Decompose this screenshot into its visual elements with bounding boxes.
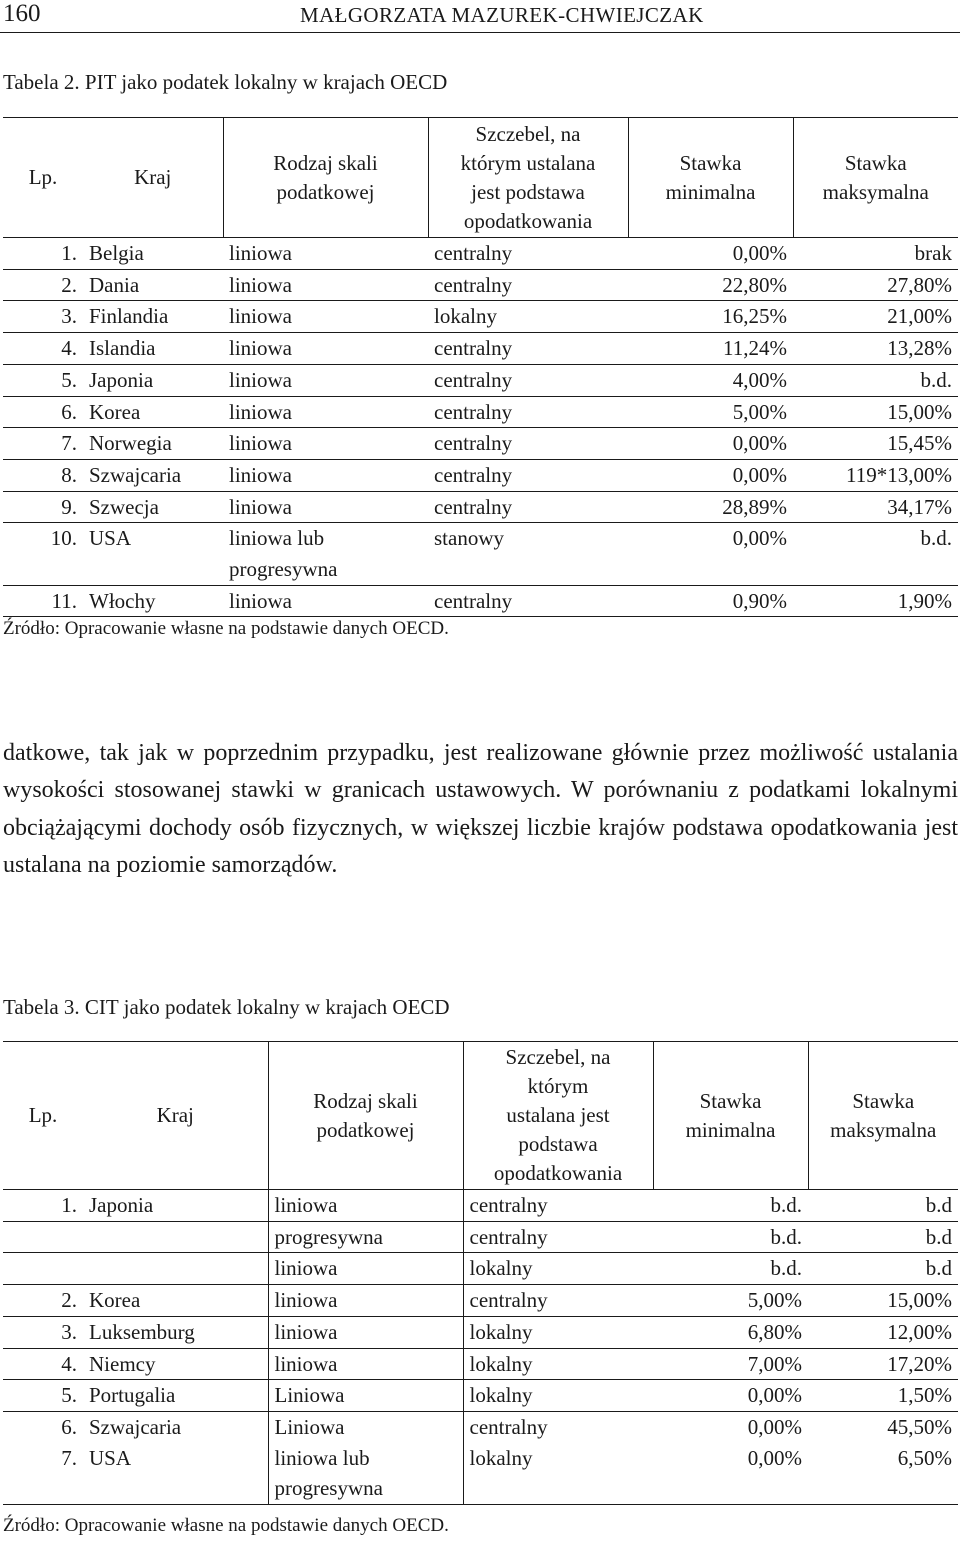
szczebel-cell: centralny: [428, 428, 628, 460]
header-stawka-maksymalna: Stawka maksymalna: [793, 118, 958, 238]
stawka-min-cell: b.d.: [653, 1221, 808, 1253]
szczebel-cell: centralny: [428, 585, 628, 617]
header-kraj: Kraj: [83, 1042, 268, 1190]
kraj-cell: Belgia: [83, 238, 223, 270]
szczebel-cell: centralny: [428, 364, 628, 396]
lp-cell: 4.: [3, 333, 83, 365]
rodzaj-cell: liniowa: [223, 238, 428, 270]
rodzaj-cell: liniowa: [223, 396, 428, 428]
running-head-author: MAŁGORZATA MAZUREK-CHWIEJCZAK: [300, 3, 704, 27]
stawka-max-cell: b.d.: [793, 364, 958, 396]
stawka-max-cell: brak: [793, 238, 958, 270]
kraj-cell: Korea: [83, 1285, 268, 1317]
table-row: [3, 1190, 958, 1222]
table-row: [3, 238, 958, 270]
rodzaj-cell: liniowa: [223, 269, 428, 301]
stawka-max-cell: b.d: [808, 1253, 958, 1285]
lp-cell: 4.: [3, 1348, 83, 1380]
table-row: [3, 491, 958, 523]
stawka-min-cell: 5,00%: [653, 1285, 808, 1317]
szczebel-cell: lokalny: [463, 1443, 653, 1505]
kraj-cell: Portugalia: [83, 1380, 268, 1412]
table-row: [3, 459, 958, 491]
lp-cell: [3, 1221, 83, 1253]
rodzaj-cell: liniowa: [223, 491, 428, 523]
szczebel-cell: lokalny: [463, 1380, 653, 1412]
lp-cell: 10.: [3, 523, 83, 585]
kraj-cell: Islandia: [83, 333, 223, 365]
rodzaj-cell: liniowa lub progresywna: [268, 1443, 463, 1505]
rodzaj-cell: liniowa: [223, 585, 428, 617]
stawka-min-cell: 0,00%: [653, 1443, 808, 1505]
kraj-cell: Dania: [83, 269, 223, 301]
header-szczebel: Szczebel, na którym ustalana jest podstawa opodatkowania: [428, 118, 628, 238]
lp-cell: 7.: [3, 428, 83, 460]
table-row: [3, 1253, 958, 1285]
table-row: [3, 585, 958, 617]
table3-source: Źródło: Opracowanie własne na podstawie danych OECD.: [3, 1515, 449, 1536]
page-header: [0, 0, 960, 33]
stawka-max-cell: b.d: [808, 1190, 958, 1222]
table3-caption: Tabela 3. CIT jako podatek lokalny w krajach OECD: [3, 995, 450, 1019]
body-paragraph: datkowe, tak jak w poprzednim przypadku, jest realizowane głównie przez możliwość ustalania wysokości stosowanej stawki w granicach ustawowych. W porównaniu z podatkami lokalnymi obciążającymi dochody osób fizycznych, w większej liczbie krajów podstawa opodatkowania jest ustalana na poziomie samorządów.: [3, 740, 958, 878]
kraj-cell: Finlandia: [83, 301, 223, 333]
header-stawka-minimalna: Stawka minimalna: [653, 1042, 808, 1190]
table-row: [3, 1443, 958, 1505]
kraj-cell: Korea: [83, 396, 223, 428]
stawka-max-cell: 1,90%: [793, 585, 958, 617]
stawka-min-cell: 28,89%: [628, 491, 793, 523]
stawka-min-cell: 0,00%: [747, 1414, 802, 1439]
rodzaj-cell: liniowa: [223, 459, 428, 491]
rodzaj-cell: liniowa: [268, 1316, 463, 1348]
kraj-cell: [83, 1221, 268, 1253]
lp-cell: 3.: [3, 301, 83, 333]
stawka-min-cell: 7,00%: [653, 1348, 808, 1380]
stawka-min-cell: b.d.: [653, 1253, 808, 1285]
stawka-min-cell: 16,25%: [628, 301, 793, 333]
kraj-cell: Japonia: [83, 1190, 268, 1222]
rodzaj-cell: liniowa: [268, 1348, 463, 1380]
rodzaj-cell: Liniowa: [268, 1380, 463, 1412]
header-szczebel: Szczebel, na którym ustalana jest podstawa opodatkowania: [463, 1042, 653, 1190]
rodzaj-cell: liniowa lub progresywna: [223, 523, 428, 585]
lp-cell: 8.: [3, 459, 83, 491]
lp-cell: 6.: [3, 396, 83, 428]
table-row: [3, 1221, 958, 1253]
stawka-max-cell: 15,45%: [793, 428, 958, 460]
rodzaj-cell: liniowa: [268, 1190, 463, 1222]
rodzaj-cell: liniowa: [268, 1253, 463, 1285]
kraj-cell: Luksemburg: [83, 1316, 268, 1348]
szczebel-cell: centralny: [428, 269, 628, 301]
stawka-min-cell: 6,80%: [653, 1316, 808, 1348]
table-row: [3, 1380, 958, 1412]
stawka-max-cell: 15,00%: [808, 1285, 958, 1317]
lp-cell: 5.: [3, 364, 83, 396]
stawka-min-cell: 0,00%: [628, 523, 793, 585]
rodzaj-cell: liniowa: [223, 333, 428, 365]
szczebel-cell: centralny: [428, 396, 628, 428]
rodzaj-cell: progresywna: [268, 1221, 463, 1253]
stawka-min-cell: 4,00%: [628, 364, 793, 396]
kraj-cell: Szwecja: [83, 491, 223, 523]
rodzaj-cell: liniowa: [223, 301, 428, 333]
szczebel-cell: lokalny: [463, 1348, 653, 1380]
szczebel-cell: lokalny: [463, 1316, 653, 1348]
page-number: 160: [3, 0, 41, 27]
table-row: [3, 1411, 958, 1442]
header-kraj: Kraj: [83, 118, 223, 238]
szczebel-cell: lokalny: [428, 301, 628, 333]
stawka-min-cell: 0,00%: [628, 238, 793, 270]
lp-cell: [3, 1253, 83, 1285]
stawka-max-cell: 45,50%: [887, 1414, 952, 1439]
table2-source: Źródło: Opracowanie własne na podstawie danych OECD.: [3, 618, 449, 639]
szczebel-cell: centralny: [428, 459, 628, 491]
stawka-max-cell: 34,17%: [793, 491, 958, 523]
header-stawka-minimalna: Stawka minimalna: [628, 118, 793, 238]
stawka-max-cell: 119*13,00%: [793, 459, 958, 491]
table2-caption: Tabela 2. PIT jako podatek lokalny w krajach OECD: [3, 70, 448, 94]
table-row: [3, 269, 958, 301]
rodzaj-cell: Liniowa: [268, 1411, 463, 1442]
stawka-max-cell: 17,20%: [808, 1348, 958, 1380]
table3-cit: [3, 1041, 958, 1505]
stawka-min-cell: 11,24%: [628, 333, 793, 365]
table-row: [3, 1348, 958, 1380]
table-row: [3, 364, 958, 396]
stawka-max-cell: 15,00%: [793, 396, 958, 428]
stawka-min-cell: b.d.: [653, 1190, 808, 1222]
kraj-cell: Japonia: [83, 364, 223, 396]
table2-pit: [3, 117, 958, 617]
kraj-cell: USA: [83, 523, 223, 585]
kraj-cell: [83, 1253, 268, 1285]
stawka-min-cell: 22,80%: [628, 269, 793, 301]
header-lp: Lp.: [3, 118, 83, 238]
kraj-cell: Niemcy: [83, 1348, 268, 1380]
stawka-min-cell: 0,00%: [653, 1380, 808, 1412]
szczebel-cell: lokalny: [463, 1253, 653, 1285]
table2-body: [3, 238, 958, 617]
szczebel-cell: centralny: [463, 1221, 653, 1253]
rodzaj-cell: liniowa: [223, 364, 428, 396]
lp-cell: 2.: [3, 1285, 83, 1317]
stawka-max-cell: 12,00%: [808, 1316, 958, 1348]
kraj-cell: Szwajcaria: [89, 1414, 182, 1439]
header-lp: Lp.: [3, 1042, 83, 1190]
szczebel-cell: centralny: [463, 1411, 653, 1442]
szczebel-cell: stanowy: [428, 523, 628, 585]
table-row: [3, 301, 958, 333]
table3-body: [3, 1190, 958, 1505]
kraj-cell: Norwegia: [83, 428, 223, 460]
lp-cell: 11.: [3, 585, 83, 617]
szczebel-cell: centralny: [463, 1190, 653, 1222]
szczebel-cell: centralny: [428, 491, 628, 523]
lp-cell: 1.: [3, 238, 83, 270]
stawka-min-cell: 0,00%: [628, 459, 793, 491]
lp-cell: 1.: [3, 1190, 83, 1222]
lp-cell: 6.: [61, 1414, 77, 1439]
lp-cell: 9.: [3, 491, 83, 523]
stawka-min-cell: 0,00%: [628, 428, 793, 460]
stawka-max-cell: 6,50%: [808, 1443, 958, 1505]
stawka-min-cell: 5,00%: [628, 396, 793, 428]
stawka-max-cell: 1,50%: [808, 1380, 958, 1412]
table-row: [3, 428, 958, 460]
table-row: [3, 1285, 958, 1317]
kraj-cell: USA: [83, 1443, 268, 1505]
kraj-cell: Szwajcaria: [83, 459, 223, 491]
stawka-max-cell: b.d: [808, 1221, 958, 1253]
kraj-cell: Włochy: [83, 585, 223, 617]
table-row: [3, 333, 958, 365]
stawka-max-cell: 27,80%: [793, 269, 958, 301]
lp-cell: 7.: [3, 1443, 83, 1505]
lp-cell: 2.: [3, 269, 83, 301]
header-rodzaj-skali: Rodzaj skali podatkowej: [223, 118, 428, 238]
table-row: [3, 396, 958, 428]
szczebel-cell: centralny: [428, 333, 628, 365]
stawka-min-cell: 0,90%: [628, 585, 793, 617]
rodzaj-cell: liniowa: [268, 1285, 463, 1317]
table-row: [3, 523, 958, 585]
table-row: [3, 1316, 958, 1348]
stawka-max-cell: b.d.: [793, 523, 958, 585]
lp-cell: 5.: [3, 1380, 83, 1412]
lp-cell: 3.: [3, 1316, 83, 1348]
stawka-max-cell: 13,28%: [793, 333, 958, 365]
rodzaj-cell: liniowa: [223, 428, 428, 460]
header-rodzaj-skali: Rodzaj skali podatkowej: [268, 1042, 463, 1190]
stawka-max-cell: 21,00%: [793, 301, 958, 333]
szczebel-cell: centralny: [428, 238, 628, 270]
szczebel-cell: centralny: [463, 1285, 653, 1317]
header-stawka-maksymalna: Stawka maksymalna: [808, 1042, 958, 1190]
